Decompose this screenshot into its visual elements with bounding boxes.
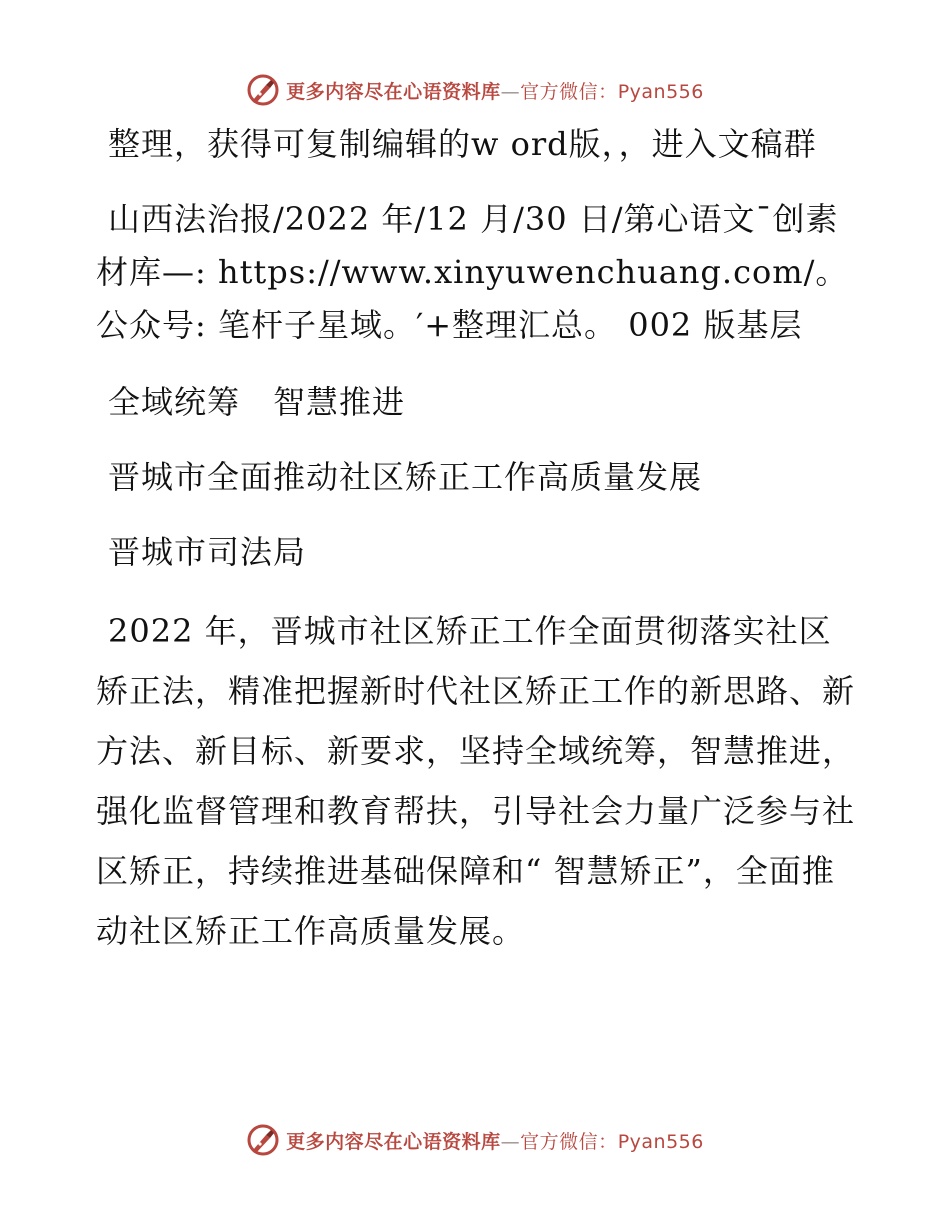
watermark-id: Pyan556 — [617, 1130, 704, 1153]
watermark-banner-bottom — [0, 1120, 950, 1160]
document-body — [96, 118, 856, 961]
watermark-official: 官方微信： — [520, 80, 618, 103]
article-title: 晋城市全面推动社区矫正工作高质量发展 — [108, 458, 703, 496]
pen-circle-logo-icon — [246, 73, 280, 107]
watermark-text — [286, 1127, 704, 1154]
intro-paragraph: 整理，获得可复制编辑的w ord版，，进入文稿群 — [108, 125, 817, 163]
watermark-banner-top — [0, 70, 950, 110]
pen-circle-logo-icon — [246, 1123, 280, 1157]
watermark-id: Pyan556 — [617, 80, 704, 103]
watermark-sep: — — [500, 80, 521, 103]
watermark-text — [286, 77, 704, 104]
watermark-sep: — — [500, 1130, 521, 1153]
watermark-main: 更多内容尽在心语资料库 — [286, 80, 501, 103]
article-kicker: 全域统筹 智慧推进 — [108, 383, 406, 421]
article-body-paragraph: 2022 年，晋城市社区矫正工作全面贯彻落实社区矫正法，精准把握新时代社区矫正工作的新思路、新方法、新目标、新要求，坚持全域统筹，智慧推进，强化监督管理和教育帮扶，引导社会力量广泛参与社区矫正，持续推进基础保障和“ 智慧矫正”，全面推动社区矫正工作高质量发展。 — [96, 612, 856, 950]
source-paragraph: 山西法治报/2022 年/12 月/30 日/第心语文¯创素材库—: https://www.xinyuwenchuang.com/。公众号: 笔杆子星域。′+整理汇总。 002 版基层 — [96, 200, 849, 344]
article-author: 晋城市司法局 — [108, 533, 307, 571]
watermark-official: 官方微信： — [520, 1130, 618, 1153]
watermark-main: 更多内容尽在心语资料库 — [286, 1130, 501, 1153]
